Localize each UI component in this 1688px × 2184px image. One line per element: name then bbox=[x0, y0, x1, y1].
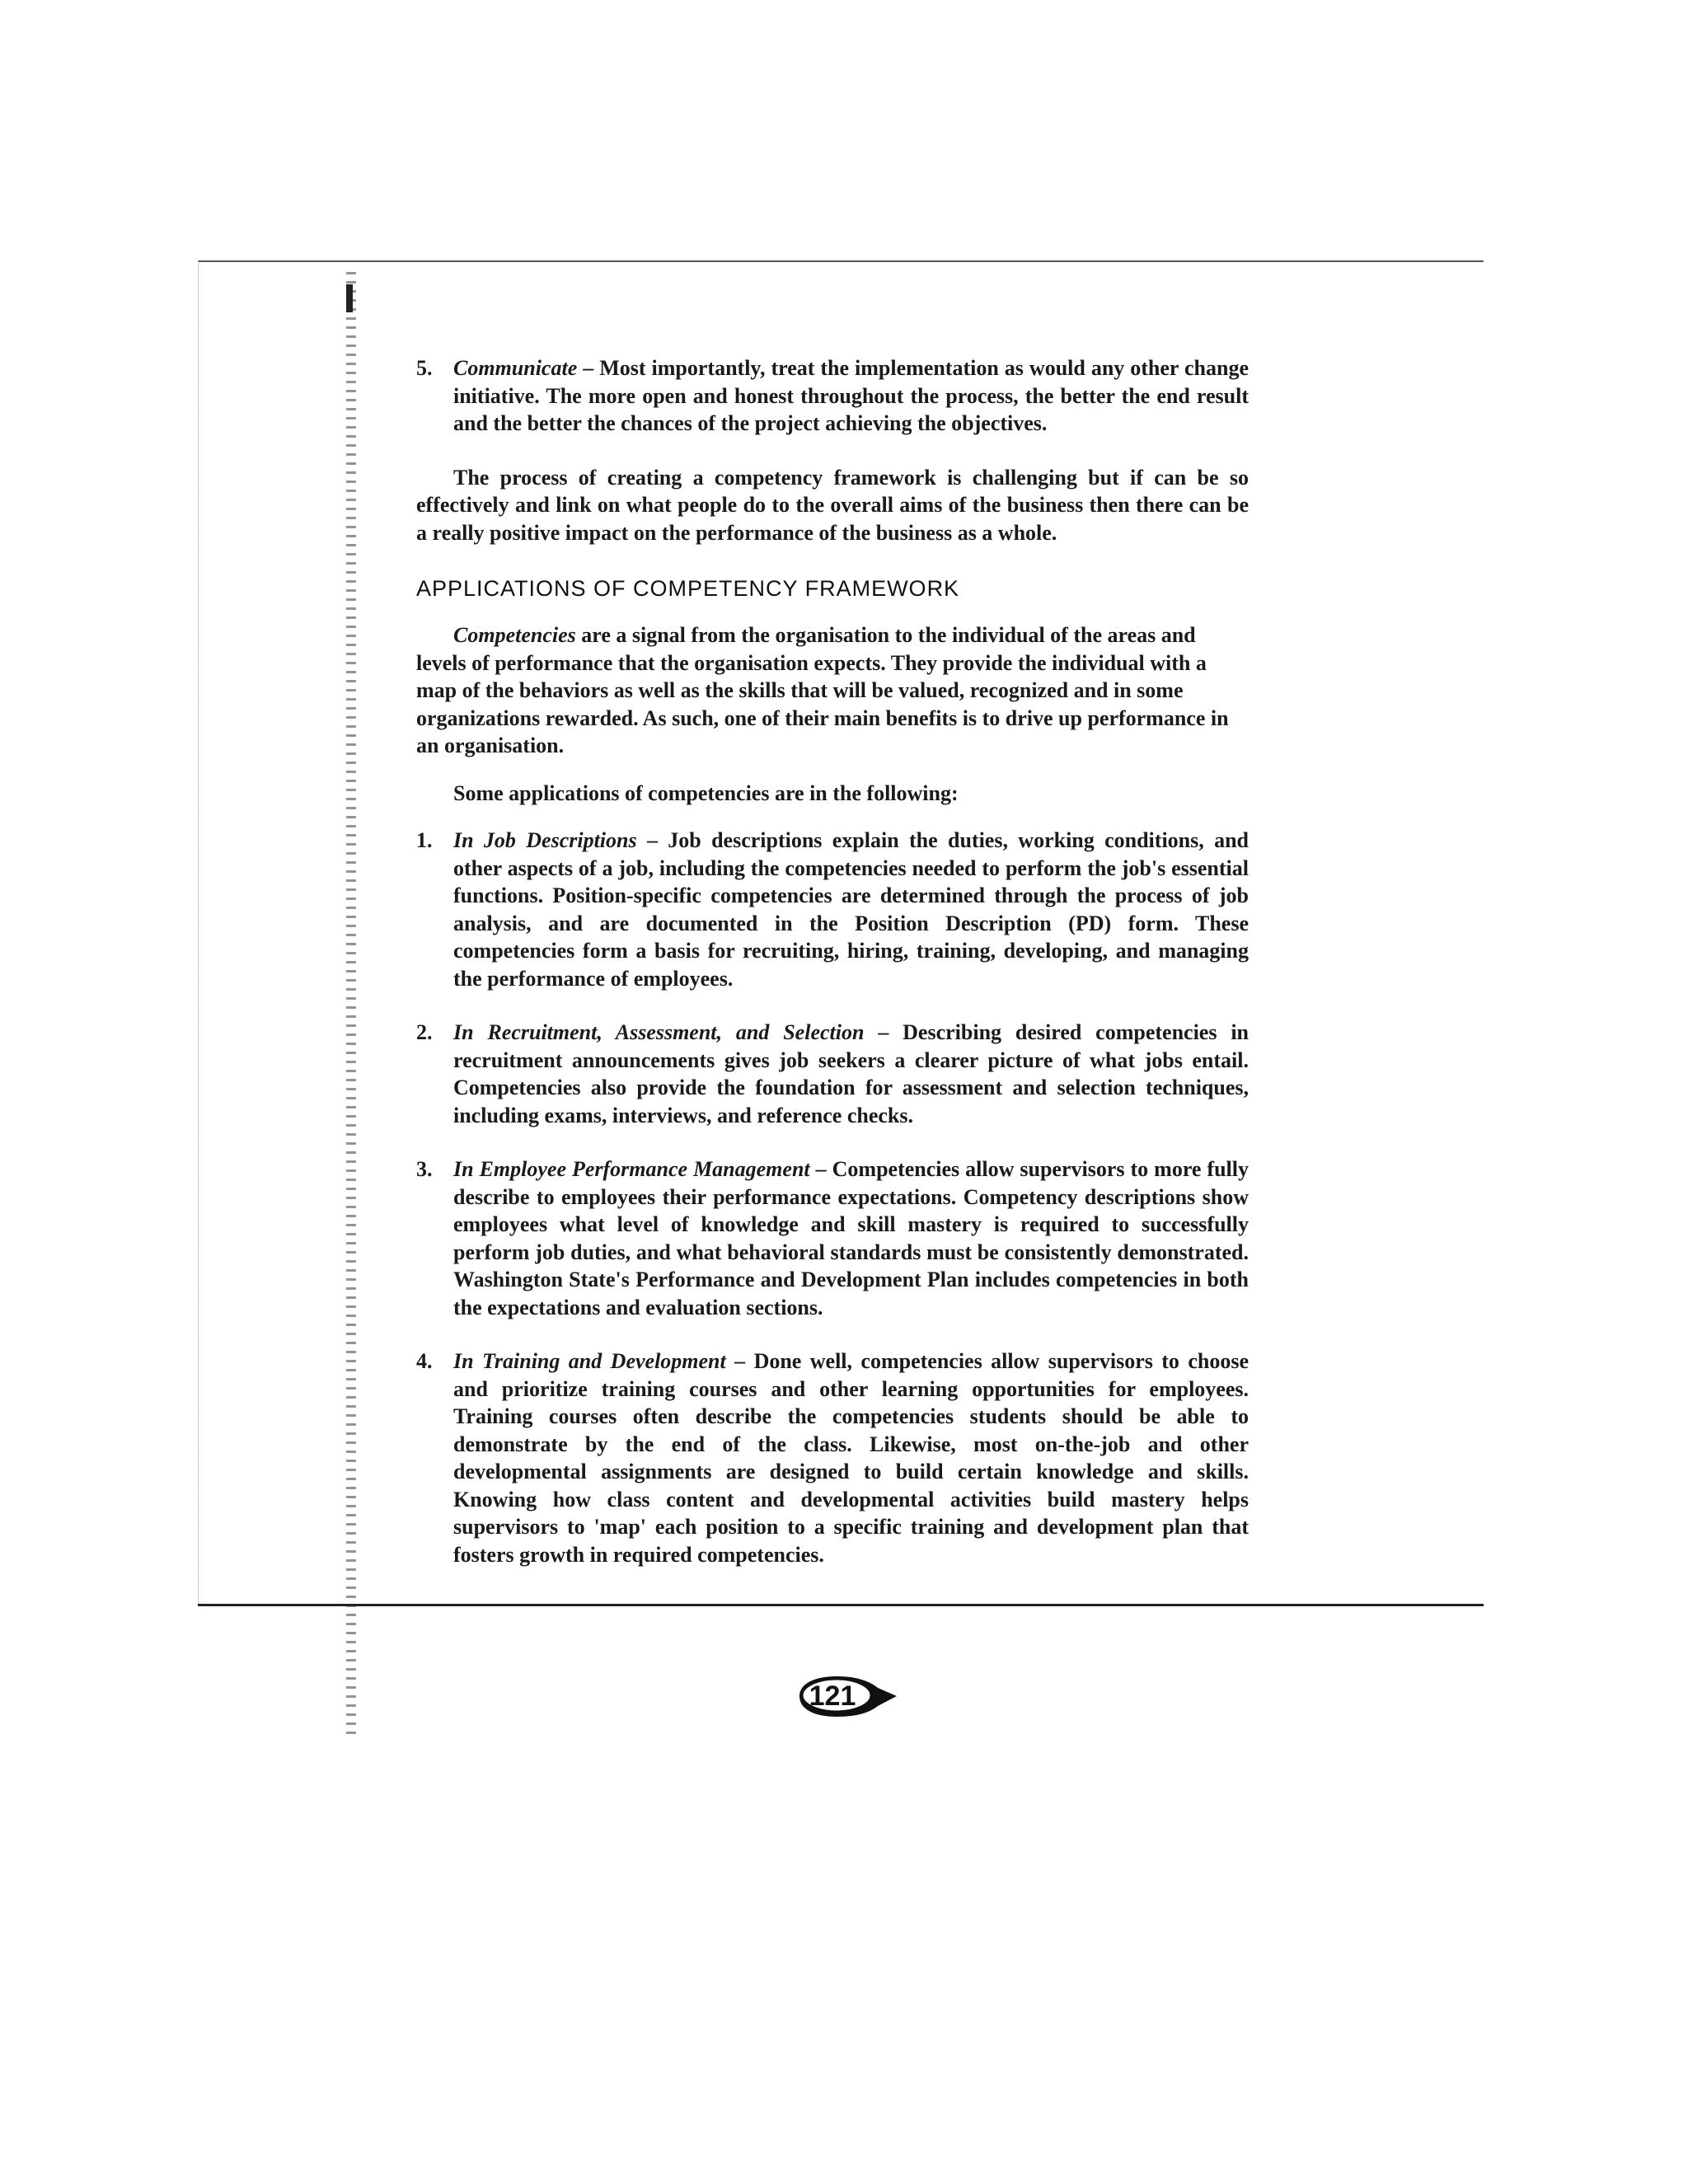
item-number: 4. bbox=[416, 1349, 433, 1373]
item-term: In Recruitment, Assessment, and Selection bbox=[453, 1020, 865, 1044]
item-body bbox=[453, 827, 1249, 992]
list-item-communicate bbox=[416, 354, 1249, 438]
binding-shadow bbox=[346, 272, 356, 1739]
applications-lead: Some applications of competencies are in the following: bbox=[453, 780, 959, 805]
item-text: – Most importantly, treat the implementation as would any other change initiative. The more open and honest throughout the process, the better the end result and the better the chances of the project achieving the objectives. bbox=[453, 356, 1249, 435]
item-term: In Training and Development bbox=[453, 1349, 726, 1373]
item-text: – Done well, competencies allow supervisors to choose and prioritize training courses and other learning opportunities for employees. Training courses often describe the competencies students should be able to demonstrate by the end of the class. Likewise, most on-the-job and other developmental assignments are designed to build certain knowledge and skills. Knowing how class content and developmental activities build mastery helps supervisors to 'map' each position to a specific training and development plan that fosters growth in required competencies. bbox=[453, 1349, 1249, 1567]
item-number: 2. bbox=[416, 1020, 433, 1044]
item-text: – Competencies allow supervisors to more fully describe to employees their performance expectations. Competency descriptions show employees what level of knowledge and skill mastery is required to successfully perform job duties, and what behavioral standards must be consistently demonstrated. Washington State's Performance and Development Plan includes competencies in both the expectations and evaluation sections. bbox=[453, 1157, 1249, 1319]
item-term: In Employee Performance Management bbox=[453, 1157, 810, 1181]
list-item-job-descriptions bbox=[416, 827, 1249, 992]
page-number: 121 bbox=[809, 1680, 856, 1712]
corner-mark bbox=[346, 284, 353, 312]
list-item-recruitment bbox=[416, 1019, 1249, 1129]
bottom-rule bbox=[198, 1604, 1484, 1606]
page-content bbox=[416, 354, 1249, 1568]
item-body bbox=[453, 1019, 1249, 1129]
closing-paragraph: The process of creating a competency framework is challenging but if can be so effectively and link on what people do to the overall aims of the business then there can be a really positive impact on the performance of the business as a whole. bbox=[416, 465, 1249, 545]
item-number: 3. bbox=[416, 1157, 433, 1181]
item-term: Communicate bbox=[453, 356, 578, 380]
intro-term: Competencies bbox=[453, 623, 576, 647]
item-number: 1. bbox=[416, 828, 433, 852]
section-heading: APPLICATIONS OF COMPETENCY FRAMEWORK bbox=[416, 576, 960, 601]
left-edge-rule bbox=[198, 260, 199, 1605]
item-body bbox=[453, 1347, 1249, 1568]
page-number-badge bbox=[791, 1673, 898, 1719]
intro-text: are a signal from the organisation to the individual of the areas and levels of performance that the organisation expects. They provide the individual with a map of the behaviors as well as the skills that will be valued, recognized and in some organizations rewarded. As such, one of their main benefits is to drive up performance in an organisation. bbox=[416, 623, 1229, 757]
item-body bbox=[453, 354, 1249, 438]
list-item-training bbox=[416, 1347, 1249, 1568]
item-body bbox=[453, 1155, 1249, 1321]
item-term: In Job Descriptions bbox=[453, 828, 637, 852]
top-rule bbox=[198, 260, 1484, 262]
section-intro bbox=[416, 621, 1249, 760]
item-number: 5. bbox=[416, 356, 433, 380]
list-item-performance-management bbox=[416, 1155, 1249, 1321]
item-text: – Job descriptions explain the duties, working conditions, and other aspects of a job, including the competencies needed to perform the job's essential functions. Position-specific competencies are determined through the process of job analysis, and are documented in the Position Description (PD) form. These competencies form a basis for recruiting, hiring, training, developing, and managing the performance of employees. bbox=[453, 828, 1250, 991]
item-text: – Describing desired competencies in recruitment announcements gives job seekers a clearer picture of what jobs entail. Competencies also provide the foundation for assessment and selection techniques, including exams, interviews, and reference checks. bbox=[453, 1020, 1249, 1127]
